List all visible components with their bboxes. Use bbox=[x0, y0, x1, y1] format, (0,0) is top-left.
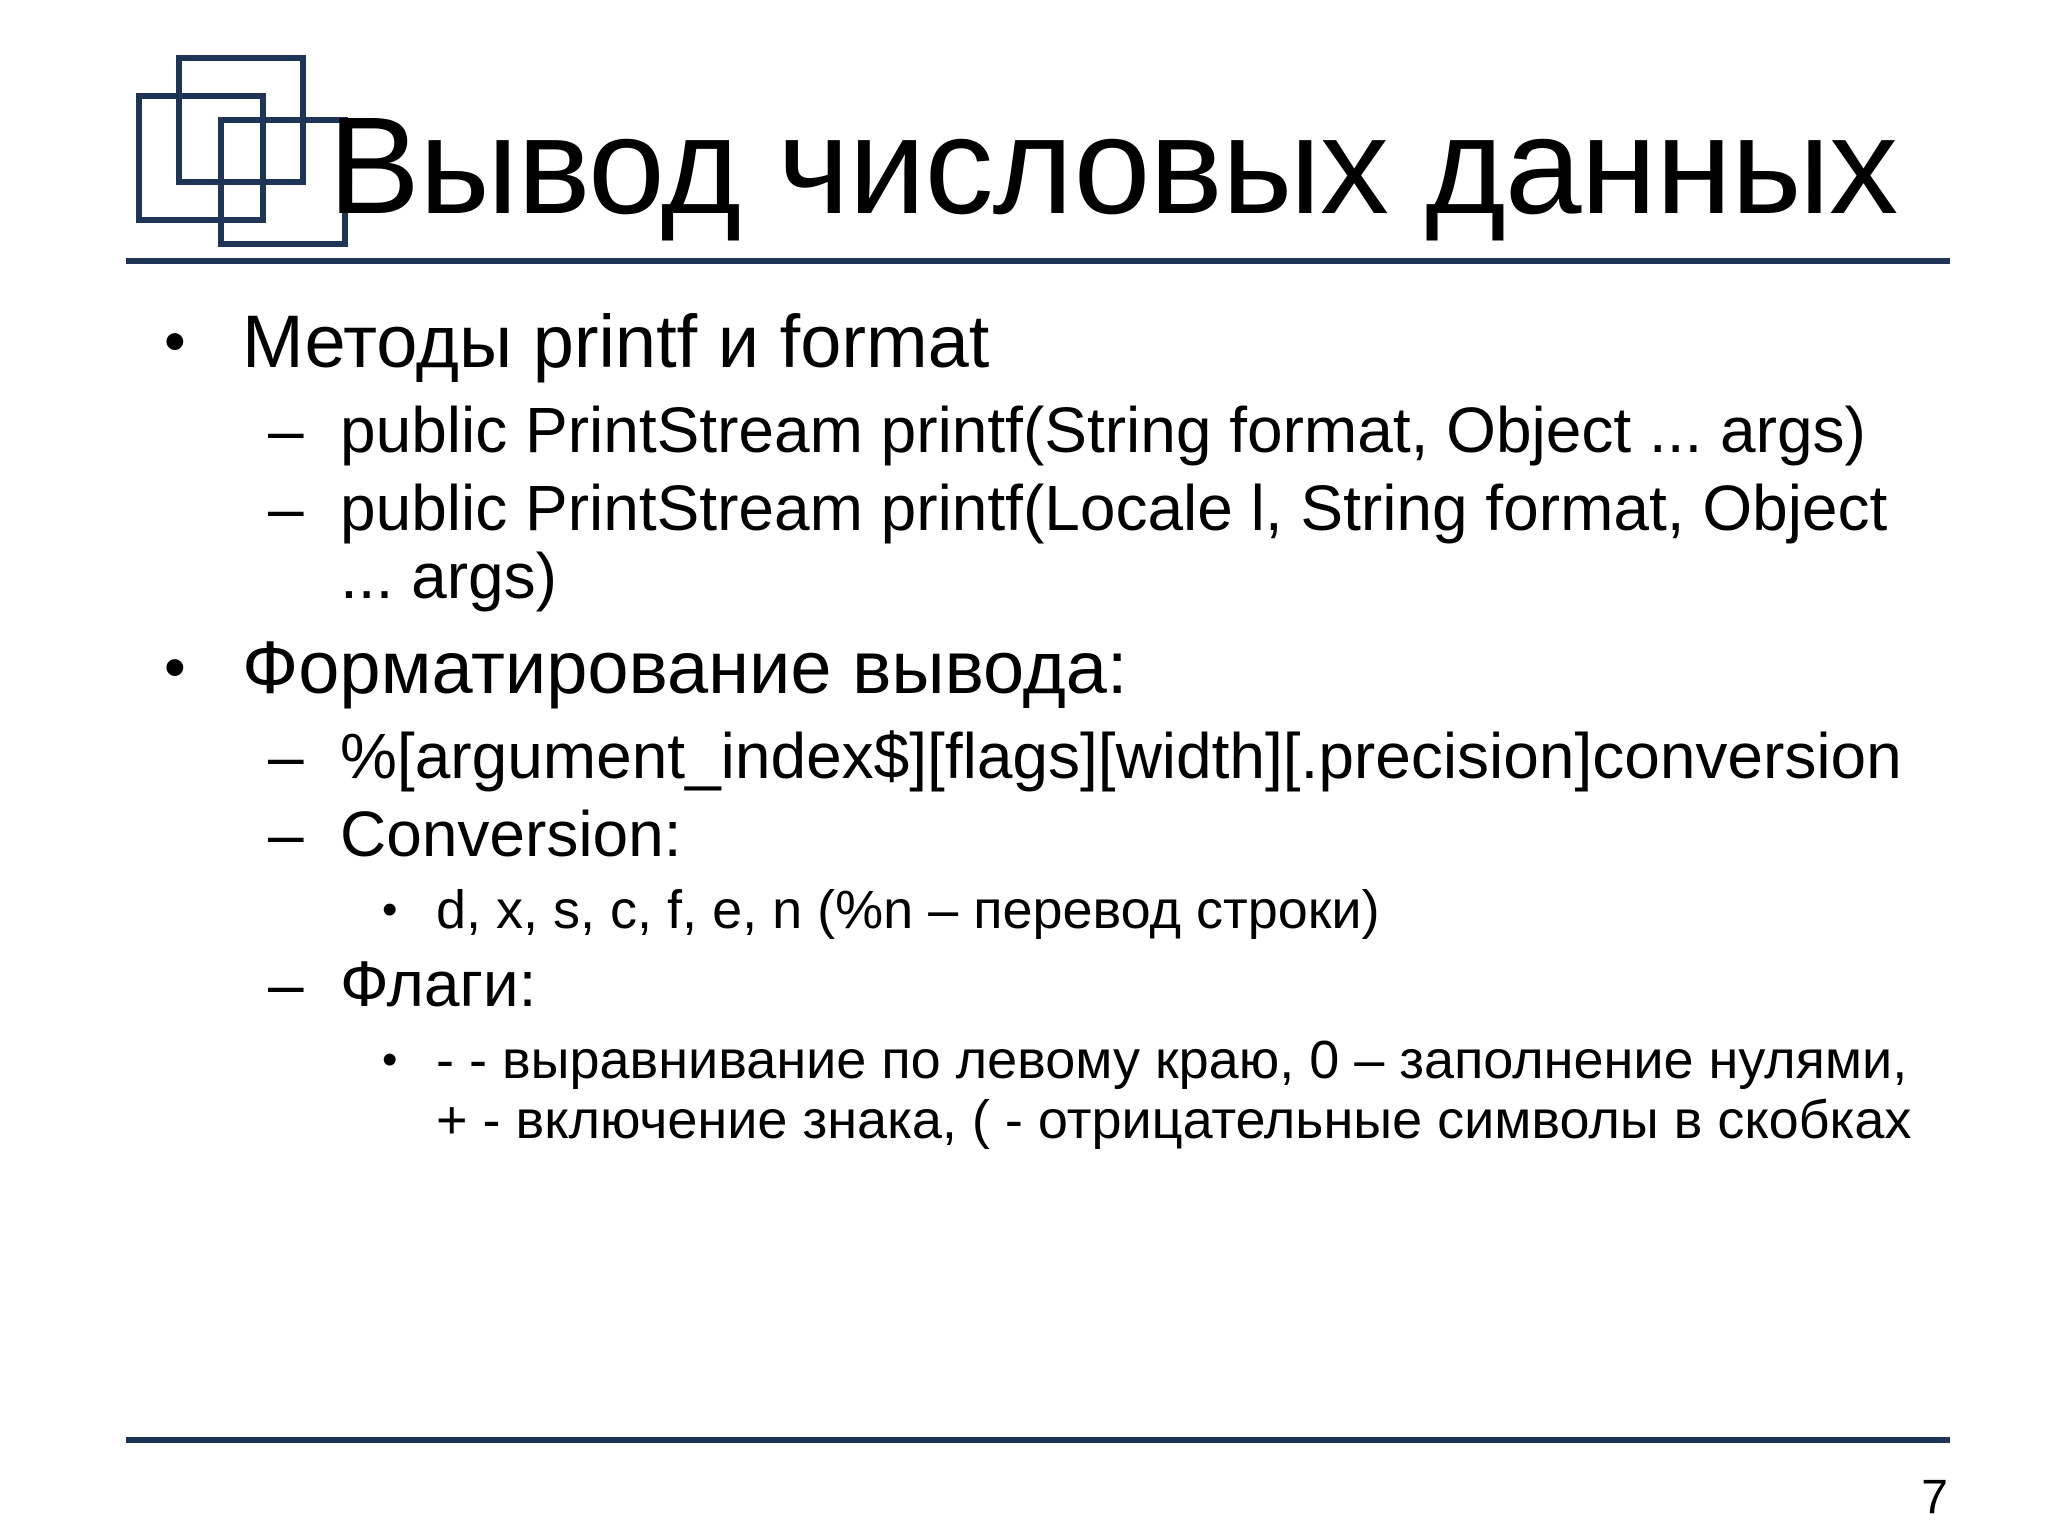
sub-sub-item-text: - - выравнивание по левому краю, 0 – заполнение нулями, + - включение знака, ( - отрицательные символы в скобках bbox=[436, 1030, 1912, 1150]
sub-item-printf-2 bbox=[160, 474, 1940, 610]
sub-sub-item-text: d, x, s, c, f, e, n (%n – перевод строки) bbox=[436, 880, 1380, 940]
dash-marker: – bbox=[268, 720, 304, 792]
dash-marker: – bbox=[268, 394, 304, 466]
bullet-formatting bbox=[160, 624, 1940, 712]
sub-item-text: public PrintStream printf(String format, Object ... args) bbox=[340, 394, 1866, 466]
sub-item-text: public PrintStream printf(Locale l, String format, Object ... args) bbox=[340, 472, 1888, 612]
sub-item-conversion bbox=[160, 800, 1940, 868]
bottom-divider bbox=[126, 1437, 1950, 1443]
sub-item-text: %[argument_index$][flags][width][.precision]conversion bbox=[340, 720, 1902, 792]
bullet-text: Методы printf и format bbox=[242, 300, 990, 383]
sub-item-text: Conversion: bbox=[340, 798, 682, 870]
dash-marker: – bbox=[268, 472, 304, 544]
sub-item-text: Флаги: bbox=[340, 948, 537, 1020]
bullet-marker: • bbox=[382, 885, 398, 934]
sub-sub-item-flags-list bbox=[160, 1030, 1940, 1150]
logo-squares bbox=[136, 55, 356, 251]
sub-item-printf-1 bbox=[160, 396, 1940, 464]
top-divider bbox=[126, 258, 1950, 264]
bullet-text: Форматирование вывода: bbox=[242, 626, 1128, 709]
bullet-marker: • bbox=[382, 1035, 398, 1084]
slide-content bbox=[160, 290, 1940, 1150]
bullet-marker: • bbox=[164, 633, 186, 702]
bullet-methods bbox=[160, 298, 1940, 386]
slide-title: Вывод числовых данных bbox=[328, 89, 1898, 243]
sub-item-format-spec bbox=[160, 722, 1940, 790]
page-number: 7 bbox=[1921, 1471, 1948, 1524]
sub-sub-item-conversion-list bbox=[160, 880, 1940, 940]
dash-marker: – bbox=[268, 798, 304, 870]
bullet-marker: • bbox=[164, 307, 186, 376]
dash-marker: – bbox=[268, 948, 304, 1020]
sub-item-flags bbox=[160, 950, 1940, 1018]
